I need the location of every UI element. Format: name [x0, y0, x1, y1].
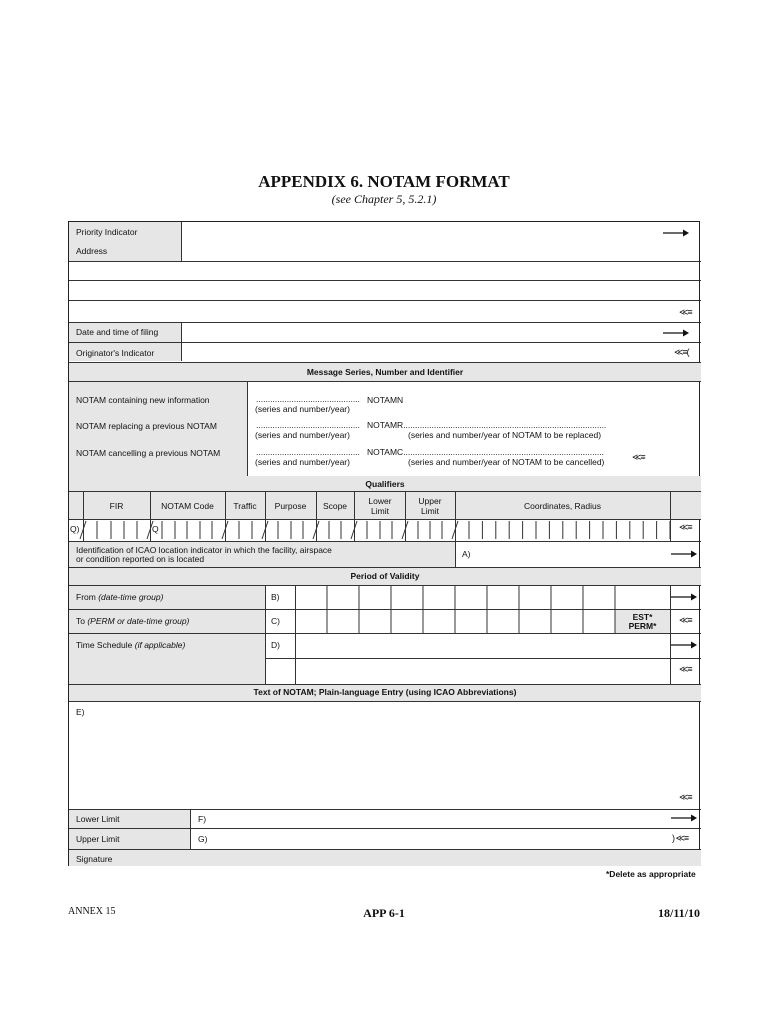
- qualifiers-header: Qualifiers: [365, 479, 405, 489]
- page-title: APPENDIX 6. NOTAM FORMAT: [258, 172, 510, 191]
- item-f-label: F): [198, 814, 207, 824]
- end-of-line-symbol: ) ≪≡: [672, 833, 689, 843]
- signature-label: Signature: [76, 854, 113, 864]
- item-e-label: E): [76, 707, 85, 717]
- notam-form: [68, 221, 700, 866]
- notam-cancel-label: NOTAM cancelling a previous NOTAM: [76, 448, 221, 458]
- end-of-line-symbol: ≪≡(: [674, 347, 689, 357]
- notam-replace-dots[interactable]: ............................................: [256, 420, 360, 430]
- filing-originator-input[interactable]: [182, 323, 700, 361]
- signature-bg: [69, 849, 701, 866]
- footer-page-number: APP 6-1: [363, 906, 405, 920]
- arrow-right-icon: [663, 329, 689, 337]
- q-code-prefix: Q: [152, 524, 159, 534]
- end-of-line-symbol: ≪≡: [679, 792, 692, 802]
- notam-cancel-dots[interactable]: ............................................: [256, 447, 360, 457]
- arrow-right-icon: [671, 814, 697, 822]
- identification-line-1: Identification of ICAO location indicator in which the facility, airspace: [76, 545, 332, 555]
- page-subtitle: (see Chapter 5, 5.2.1): [331, 192, 437, 206]
- end-of-line-symbol: ≪≡: [679, 664, 692, 674]
- q-header-scope: Scope: [322, 501, 348, 511]
- footer-date: 18/11/10: [657, 906, 700, 920]
- schedule-label: Time Schedule (if applicable): [76, 640, 186, 650]
- end-of-line-symbol: ≪≡: [632, 452, 645, 462]
- identification-line-2: or condition reported on is located: [76, 554, 205, 564]
- q-header-notam-code: NOTAM Code: [161, 501, 214, 511]
- arrow-right-icon: [663, 229, 689, 237]
- delete-note: *Delete as appropriate: [606, 869, 696, 879]
- arrow-right-icon: [671, 550, 697, 558]
- from-label: From (date-time group): [76, 592, 164, 602]
- arrow-right-icon: [671, 593, 697, 601]
- filing-label: Date and time of filing: [76, 327, 159, 337]
- address-label: Address: [76, 246, 108, 256]
- notamn-label: NOTAMN: [367, 395, 404, 405]
- q-header-purpose: Purpose: [274, 501, 307, 511]
- item-b-label: B): [271, 592, 280, 602]
- text-header: Text of NOTAM; Plain-language Entry (using ICAO Abbreviations): [253, 687, 517, 697]
- q-header-lower-limit: Lower Limit: [368, 496, 392, 516]
- arrow-right-icon: [671, 641, 697, 649]
- originator-label: Originator's Indicator: [76, 348, 155, 358]
- item-a-label: A): [462, 549, 471, 559]
- notam-new-label: NOTAM containing new information: [76, 395, 210, 405]
- notam-new-dots[interactable]: ............................................: [256, 394, 360, 404]
- q-header-upper-limit: Upper Limit: [418, 496, 442, 516]
- item-d-label: D): [271, 640, 280, 650]
- notamr-label: NOTAMR......................................................................................: [367, 420, 607, 430]
- notamr-note: (series and number/year of NOTAM to be replaced): [408, 430, 602, 440]
- item-g-label: G): [198, 834, 208, 844]
- to-label: To (PERM or date-time group): [76, 616, 190, 626]
- notam-replace-label: NOTAM replacing a previous NOTAM: [76, 421, 217, 431]
- q-entry-cells[interactable]: [69, 519, 701, 541]
- text-entry-area[interactable]: [69, 702, 701, 808]
- end-of-line-symbol: ≪≡: [679, 307, 692, 317]
- q-header-traffic: Traffic: [233, 501, 257, 511]
- end-of-line-symbol: ≪≡: [679, 615, 692, 625]
- priority-address-input[interactable]: [182, 223, 700, 260]
- notam-new-note: (series and number/year): [255, 404, 350, 414]
- notamc-note: (series and number/year of NOTAM to be cancelled): [408, 457, 605, 467]
- q-header-fir: FIR: [109, 501, 124, 511]
- message-series-header: Message Series, Number and Identifier: [306, 367, 464, 377]
- lower-limit-label: Lower Limit: [76, 814, 120, 824]
- notam-replace-note: (series and number/year): [255, 430, 350, 440]
- notamc-label: NOTAMC.....................................................................................: [367, 447, 604, 457]
- notam-cancel-note: (series and number/year): [255, 457, 350, 467]
- validity-header: Period of Validity: [350, 571, 420, 581]
- item-c-label: C): [271, 616, 280, 626]
- upper-limit-label: Upper Limit: [76, 834, 120, 844]
- perm-label[interactable]: PERM*: [628, 621, 657, 631]
- footer-annex: ANNEX 15: [68, 906, 116, 917]
- priority-indicator-label: Priority Indicator: [76, 227, 138, 237]
- q-label: Q): [70, 524, 80, 534]
- q-header-coordinates: Coordinates, Radius: [523, 501, 601, 511]
- end-of-line-symbol: ≪≡: [679, 522, 692, 532]
- est-label[interactable]: EST*: [632, 612, 653, 622]
